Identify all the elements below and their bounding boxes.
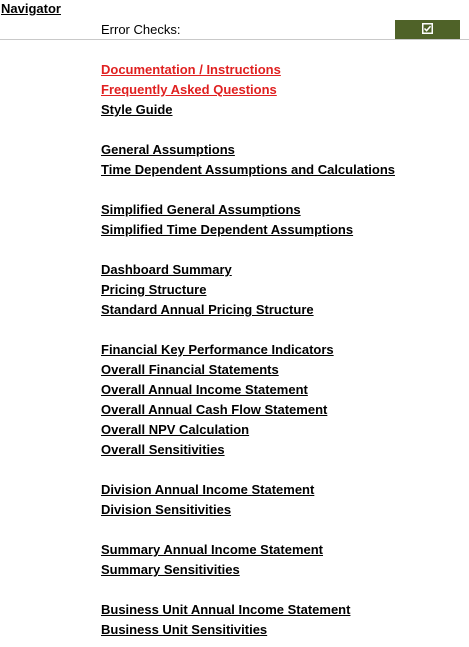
error-status-indicator bbox=[395, 20, 460, 39]
link-simplified-time-dependent-assumptions[interactable]: Simplified Time Dependent Assumptions bbox=[101, 222, 354, 237]
link-time-dependent-assumptions[interactable]: Time Dependent Assumptions and Calculations bbox=[101, 162, 395, 177]
link-summary-sensitivities[interactable]: Summary Sensitivities bbox=[101, 562, 240, 577]
link-dashboard-summary[interactable]: Dashboard Summary bbox=[101, 262, 232, 277]
link-business-unit-annual-income-statement[interactable]: Business Unit Annual Income Statement bbox=[101, 602, 351, 617]
link-overall-annual-cash-flow-statement[interactable]: Overall Annual Cash Flow Statement bbox=[101, 402, 328, 417]
link-frequently-asked-questions[interactable]: Frequently Asked Questions bbox=[101, 82, 277, 97]
link-simplified-general-assumptions[interactable]: Simplified General Assumptions bbox=[101, 202, 301, 217]
navigator-title: Navigator bbox=[1, 1, 61, 16]
link-standard-annual-pricing-structure[interactable]: Standard Annual Pricing Structure bbox=[101, 302, 314, 317]
link-division-sensitivities[interactable]: Division Sensitivities bbox=[101, 502, 232, 517]
link-documentation-instructions[interactable]: Documentation / Instructions bbox=[101, 62, 281, 77]
link-summary-annual-income-statement[interactable]: Summary Annual Income Statement bbox=[101, 542, 324, 557]
link-general-assumptions[interactable]: General Assumptions bbox=[101, 142, 235, 157]
link-financial-kpis[interactable]: Financial Key Performance Indicators bbox=[101, 342, 334, 357]
link-overall-sensitivities[interactable]: Overall Sensitivities bbox=[101, 442, 225, 457]
error-checks-row bbox=[0, 20, 469, 40]
link-style-guide[interactable]: Style Guide bbox=[101, 102, 173, 117]
link-business-unit-sensitivities[interactable]: Business Unit Sensitivities bbox=[101, 622, 268, 637]
link-overall-financial-statements[interactable]: Overall Financial Statements bbox=[101, 362, 279, 377]
error-checks-label: Error Checks: bbox=[101, 22, 181, 37]
link-division-annual-income-statement[interactable]: Division Annual Income Statement bbox=[101, 482, 315, 497]
link-overall-npv-calculation[interactable]: Overall NPV Calculation bbox=[101, 422, 250, 437]
link-overall-annual-income-statement[interactable]: Overall Annual Income Statement bbox=[101, 382, 308, 397]
link-pricing-structure[interactable]: Pricing Structure bbox=[101, 282, 207, 297]
checkbox-checked-icon bbox=[422, 21, 433, 39]
